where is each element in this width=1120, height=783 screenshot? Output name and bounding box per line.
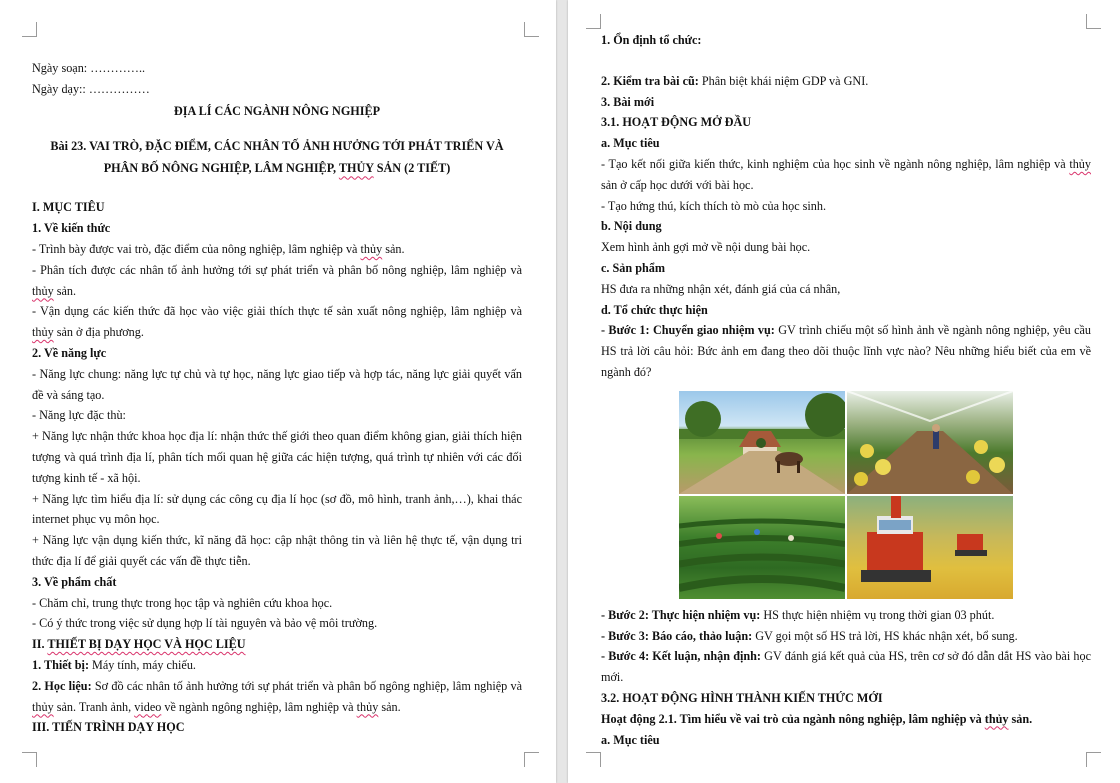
lesson-heading	[32, 135, 522, 179]
right-page-body[interactable]	[601, 30, 1091, 750]
crop-mark-top-right	[1086, 14, 1101, 29]
subsection-qualities: 3. Về phẩm chất	[32, 574, 117, 589]
activity-new-knowledge: 3.2. HOẠT ĐỘNG HÌNH THÀNH KIẾN THỨC MỚI	[601, 690, 883, 705]
document-page-left	[0, 0, 556, 783]
crop-mark-bottom-left	[22, 752, 37, 767]
quality-item-1: - Chăm chỉ, trung thực trong học tập và nghiên cứu khoa học.	[32, 595, 333, 610]
competency-item-1: - Năng lực chung: năng lực tự chủ và tự học, năng lực giao tiếp và hợp tác, năng lực giải quyết vấn đề và sáng tạo.	[32, 366, 522, 402]
section-procedure: III. TIẾN TRÌNH DẠY HỌC	[32, 720, 185, 735]
equipment-item-1: 1. Thiết bị: Máy tính, máy chiếu.	[32, 657, 196, 672]
opening-organization: d. Tổ chức thực hiện	[601, 302, 708, 317]
spellcheck-flag: THỦY	[338, 161, 374, 176]
opening-product-text: HS đưa ra những nhận xét, đánh giá của cá nhân,	[601, 281, 841, 296]
spellcheck-flag: THIẾT BỊ DẠY HỌC VÀ HỌC LIỆU	[47, 637, 246, 652]
spellcheck-flag: thủy	[1069, 156, 1091, 171]
greenhouse-melon-photo	[847, 391, 1013, 494]
opening-objective-2: - Tạo hứng thú, kích thích tò mò của học sinh.	[601, 198, 827, 213]
date-prepared: Ngày soạn: …………..	[32, 61, 146, 75]
opening-step-3: - Bước 3: Báo cáo, thảo luận: GV gọi một số HS trả lời, HS khác nhận xét, bổ sung.	[601, 628, 1018, 643]
knowledge-item-3: - Vận dụng các kiến thức đã học vào việc giải thích thực tế sản xuất nông nghiệp, lâm nghiệp và thủy sản ở địa phương.	[32, 304, 522, 340]
subsection-knowledge: 1. Về kiến thức	[32, 221, 111, 236]
opening-step-2: - Bước 2: Thực hiện nhiệm vụ: HS thực hiện nhiệm vụ trong thời gian 03 phút.	[601, 607, 995, 622]
lesson-heading-line2: PHÂN BỐ NÔNG NGHIỆP, LÂM NGHIỆP,	[103, 161, 339, 176]
opening-content: b. Nội dung	[601, 219, 662, 234]
step-new-lesson: 3. Bài mới	[601, 94, 655, 109]
opening-objective-1: - Tạo kết nối giữa kiến thức, kinh nghiệm của học sinh về ngành nông nghiệp, lâm nghiệp và thủy sản ở cấp học dưới với bài học.	[601, 156, 1091, 192]
spellcheck-flag: video	[134, 699, 162, 714]
spellcheck-flag: thủy	[360, 241, 383, 256]
section-equipment: II. THIẾT BỊ DẠY HỌC VÀ HỌC LIỆU	[32, 637, 246, 652]
step-review: 2. Kiểm tra bài cũ: Phân biệt khái niệm GDP và GNI.	[601, 73, 869, 88]
activity-2-1: Hoạt động 2.1. Tìm hiểu về vai trò của ngành nông nghiệp, lâm nghiệp và thủy sản.	[601, 711, 1033, 726]
crop-mark-bottom-right	[524, 752, 539, 767]
section-objectives: I. MỤC TIÊU	[32, 200, 105, 215]
document-title: ĐỊA LÍ CÁC NGÀNH NÔNG NGHIỆP	[173, 103, 381, 118]
knowledge-item-2: - Phân tích được các nhân tố ảnh hưởng tới sự phát triển và phân bố nông nghiệp, lâm nghiệp và thủy sản.	[32, 262, 522, 298]
opening-content-text: Xem hình ảnh gợi mở về nội dung bài học.	[601, 240, 811, 255]
quality-item-2: - Có ý thức trong việc sử dụng hợp lí tài nguyên và bảo vệ môi trường.	[32, 616, 378, 631]
left-page-body[interactable]	[32, 58, 522, 738]
competency-item-2: - Năng lực đặc thù:	[32, 408, 126, 423]
opening-objectives: a. Mục tiêu	[601, 136, 660, 151]
rice-harvester-photo	[847, 496, 1013, 599]
knowledge-item-1: - Trình bày được vai trò, đặc điểm của nông nghiệp, lâm nghiệp và thủy sản.	[32, 241, 405, 256]
spellcheck-flag: thủy	[984, 711, 1009, 726]
spellcheck-flag: thủy	[356, 699, 379, 714]
activity-2-1-objectives: a. Mục tiêu	[601, 732, 660, 747]
lesson-heading-line1: Bài 23. VAI TRÒ, ĐẶC ĐIỂM, CÁC NHÂN TỐ ẢNH HƯỞNG TỚI PHÁT TRIỂN VÀ	[50, 139, 504, 154]
opening-step-1: - Bước 1: Chuyển giao nhiệm vụ: GV trình chiếu một số hình ảnh về ngành nông nghiệp, yêu cầu HS trả lời câu hỏi: Bức ảnh em đang theo dõi thuộc lĩnh vực nào? Nêu những hiểu biết của em về ngành đó?	[601, 323, 1091, 379]
document-page-right	[568, 0, 1120, 783]
opening-step-4: - Bước 4: Kết luận, nhận định: GV đánh giá kết quả của HS, trên cơ sở đó dẫn dắt HS vào bài học mới.	[601, 649, 1091, 685]
competency-item-5: + Năng lực vận dụng kiến thức, kĩ năng đã học: cập nhật thông tin và liên hệ thực tế, vận dụng tri thức địa lí để giải quyết các vấn đề thực tiễn.	[32, 533, 522, 568]
step-organize: 1. Ổn định tổ chức:	[601, 33, 702, 47]
activity-opening: 3.1. HOẠT ĐỘNG MỞ ĐẦU	[601, 115, 752, 130]
spellcheck-flag: thủy	[32, 699, 54, 714]
spellcheck-flag: thủy	[32, 325, 54, 340]
date-taught: Ngày dạy:: ……………	[32, 81, 150, 96]
crop-mark-top-right	[524, 22, 539, 37]
crop-mark-bottom-left	[586, 752, 601, 767]
tea-plantation-photo	[679, 496, 845, 599]
crop-mark-bottom-right	[1086, 752, 1101, 767]
rural-farm-photo	[679, 391, 845, 494]
spellcheck-flag: thủy	[32, 283, 54, 298]
competency-item-4: + Năng lực tìm hiểu địa lí: sử dụng các công cụ địa lí học (sơ đồ, mô hình, tranh ảnh,…), khai thác internet phục vụ môn học.	[32, 491, 522, 527]
competency-item-3: + Năng lực nhận thức khoa học địa lí: nhận thức thế giới theo quan điểm không gian, giải thích hiện tượng và quá trình địa lí, phân tích mối quan hệ giữa các hiện tượng, quá trình tự nhiên với các đối tượng kinh tế - xã hội.	[32, 429, 522, 485]
crop-mark-top-left	[22, 22, 37, 37]
lesson-heading-line2-end: SẢN (2 TIẾT)	[373, 161, 451, 176]
crop-mark-top-left	[586, 14, 601, 29]
equipment-item-2: 2. Học liệu: Sơ đồ các nhân tố ảnh hưởng tới sự phát triển và phân bố ngông nghiệp, lâm nghiệp và thủy sản. Tranh ảnh, video về ngành ngông nghiệp, lâm nghiệp và thủy sản.	[32, 678, 522, 714]
subsection-competency: 2. Về năng lực	[32, 345, 107, 360]
opening-product: c. Sản phẩm	[601, 260, 666, 275]
agriculture-photo-collage[interactable]	[679, 391, 1013, 599]
